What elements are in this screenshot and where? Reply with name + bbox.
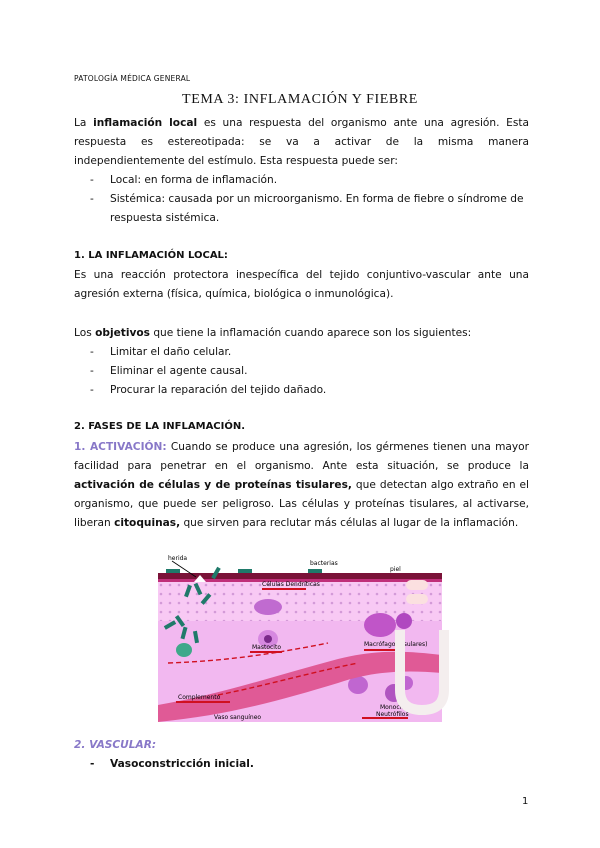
- objectives-paragraph: Los objetivos que tiene la inflamación cuando aparece son los siguientes:: [74, 327, 472, 339]
- bacteria-icon: [166, 569, 180, 573]
- bacteria-icon: [308, 569, 322, 573]
- list-item: - Procurar la reparación del tejido dañado.: [90, 381, 530, 400]
- watermark-logo: [392, 580, 452, 720]
- label-neutrofilos: Neutrófilos: [376, 711, 409, 718]
- bold-term: activación de células y de proteínas tisulares,: [74, 479, 352, 491]
- section1-paragraph: Es una reacción protectora inespecífica del tejido conjuntivo-vascular ante una agresión externa (física, química, biológica o inmunológica).: [74, 269, 529, 300]
- label-vaso: Vaso sanguíneo: [214, 714, 262, 721]
- list-item: - Eliminar el agente causal.: [90, 362, 530, 381]
- list-item: - Sistémica: causada por un microorganismo. En forma de fiebre o síndrome de respuesta sistémica.: [90, 190, 530, 228]
- bold-term: objetivos: [95, 327, 150, 339]
- dendritic-cell-icon: [254, 599, 282, 615]
- list-item: - Vasoconstricción inicial.: [90, 755, 530, 774]
- phase1-label: 1. ACTIVACIÓN:: [74, 441, 167, 453]
- intro-list: [90, 171, 530, 228]
- phase2-label: 2. VASCULAR:: [74, 739, 157, 751]
- bold-term: inflamación local: [93, 117, 198, 129]
- page-title: TEMA 3: INFLAMACIÓN Y FIEBRE: [182, 92, 418, 107]
- course-header: PATOLOGÍA MÉDICA GENERAL: [74, 74, 191, 83]
- label-monocitos: Monocitos: [380, 704, 411, 711]
- phase1-paragraph: 1. ACTIVACIÓN: Cuando se produce una agresión, los gérmenes tienen una mayor facilidad para penetrar en el organismo. Ante esta situación, se produce la activación de células y de proteínas tisulares, que detectan algo extraño en el organismo, que puede ser peligroso. Las células y proteínas tisulares, al activarse, liberan citoquinas, que sirven para reclutar más células al lugar de la inflamación.: [74, 441, 529, 529]
- bacteria-icon: [238, 569, 252, 573]
- label-dendriticas: Células Dendríticas: [262, 581, 320, 588]
- section-heading-2: 2. FASES DE LA INFLAMACIÓN.: [74, 421, 246, 432]
- objectives-list: [90, 343, 530, 400]
- label-bacterias: bacterias: [310, 560, 338, 567]
- label-mastocito: Mastocito: [252, 644, 281, 651]
- label-complemento: Complemento: [178, 694, 221, 701]
- page-number: 1: [522, 796, 529, 807]
- bold-term: citoquinas,: [114, 517, 181, 529]
- label-macrofago: Macrófago (tisulares): [364, 641, 428, 648]
- section-heading-1: 1. LA INFLAMACIÓN LOCAL:: [74, 250, 228, 261]
- intro-paragraph: La inflamación local es una respuesta del organismo ante una agresión. Esta respuesta es estereotipada: se va a activar de la misma manera independientemente del estímulo. Esta respuesta puede ser:: [74, 117, 530, 167]
- label-herida: herida: [168, 555, 188, 562]
- phase2-list: [90, 755, 530, 774]
- list-item: - Local: en forma de inflamación.: [90, 171, 530, 190]
- list-item: - Limitar el daño celular.: [90, 343, 530, 362]
- label-piel: piel: [390, 566, 401, 573]
